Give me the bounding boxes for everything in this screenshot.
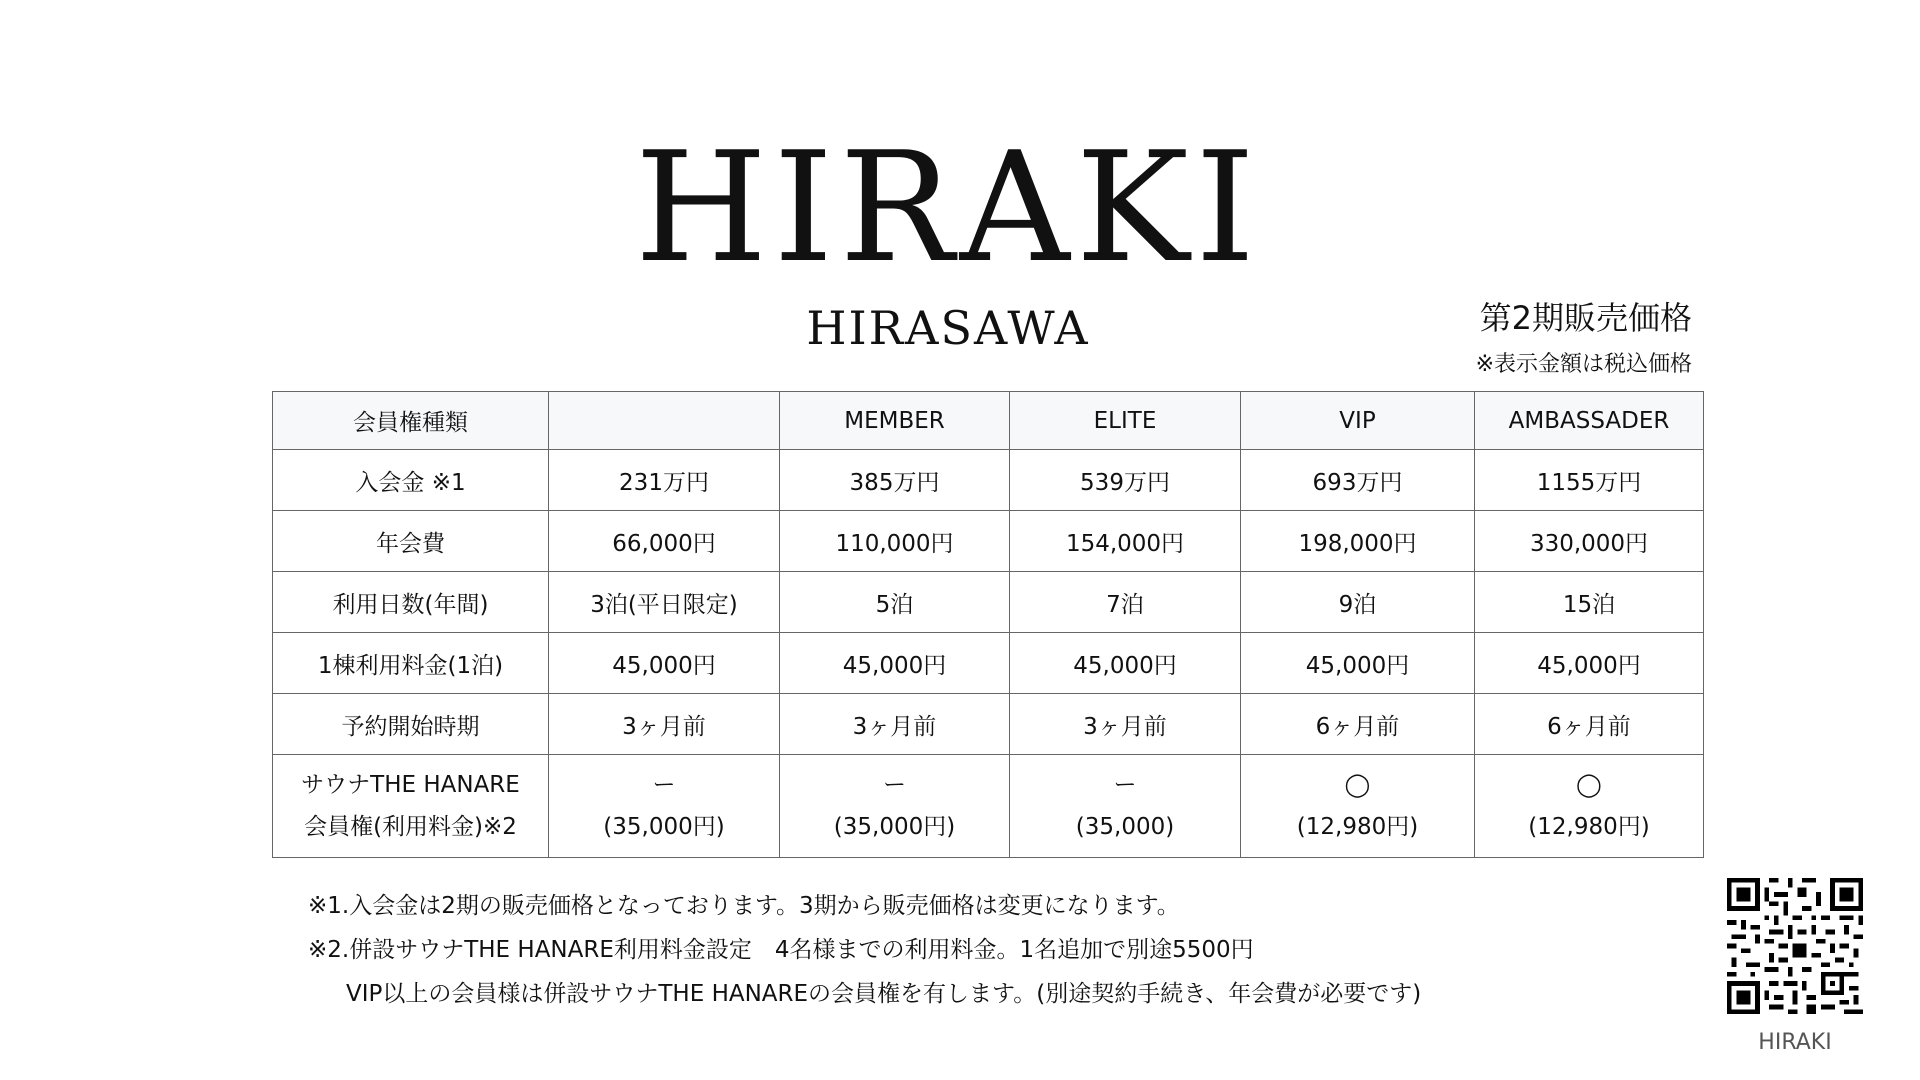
membership-pricing-table [272,391,1704,858]
table-cell: 198,000円 [1241,511,1475,572]
table-cell: 45,000円 [1010,633,1241,694]
table-row-sauna [273,755,1704,858]
table-cell: 45,000円 [549,633,780,694]
footnotes [308,884,1421,1016]
table-row [273,450,1704,511]
footnote-2-continued: VIP以上の会員様は併設サウナTHE HANAREの会員権を有します。(別途契約手続き、年会費が必要です) [346,981,1422,1007]
qr-code-label: HIRAKI [1758,1030,1832,1055]
table-cell: 330,000円 [1475,511,1704,572]
table-cell [780,755,1010,858]
table-cell: 539万円 [1010,450,1241,511]
row-label: 予約開始時期 [273,694,549,755]
table-cell: 45,000円 [1475,633,1704,694]
sauna-fee: (35,000円) [833,814,956,840]
column-header [549,392,780,450]
row-label-line: サウナTHE HANARE [301,772,520,798]
column-header: AMBASSADER [1475,392,1704,450]
column-header: VIP [1241,392,1475,450]
table-cell: 6ヶ月前 [1475,694,1704,755]
table-row [273,511,1704,572]
price-tax-note: ※表示金額は税込価格 [1475,352,1692,377]
column-header: 会員権種類 [273,392,549,450]
table-cell: 5泊 [780,572,1010,633]
brand-logo: HIRAKI [634,119,1262,296]
table-cell [1241,755,1475,858]
table-cell: 385万円 [780,450,1010,511]
table-row [273,572,1704,633]
table-cell: 66,000円 [549,511,780,572]
availability-mark: ー [652,772,676,798]
table-cell: 9泊 [1241,572,1475,633]
table-row [273,694,1704,755]
table-cell: 231万円 [549,450,780,511]
row-label: 利用日数(年間) [273,572,549,633]
table-cell: 15泊 [1475,572,1704,633]
sauna-fee: (12,980円) [1296,814,1419,840]
table-cell: 45,000円 [780,633,1010,694]
qr-code-icon[interactable] [1727,878,1863,1014]
table-cell [549,755,780,858]
table-cell: 154,000円 [1010,511,1241,572]
price-title: 第2期販売価格 [1479,299,1692,337]
availability-mark: ー [883,772,906,798]
availability-mark: ◯ [1576,772,1602,798]
table-cell [1475,755,1704,858]
sauna-fee: (12,980円) [1528,814,1650,840]
sauna-fee: (35,000円) [603,814,725,840]
column-header: ELITE [1010,392,1241,450]
table-cell: 3泊(平日限定) [549,572,780,633]
table-header-row [273,392,1704,450]
table-row [273,633,1704,694]
table-cell: 1155万円 [1475,450,1704,511]
table-cell: 693万円 [1241,450,1475,511]
table-cell: 6ヶ月前 [1241,694,1475,755]
availability-mark: ー [1113,772,1137,798]
table-cell: 3ヶ月前 [549,694,780,755]
table-cell: 7泊 [1010,572,1241,633]
column-header: MEMBER [780,392,1010,450]
row-label: 年会費 [273,511,549,572]
row-label: 入会金 ※1 [273,450,549,511]
table-cell: 45,000円 [1241,633,1475,694]
table-cell: 3ヶ月前 [780,694,1010,755]
brand-location: HIRASAWA [806,301,1090,355]
availability-mark: ◯ [1344,772,1371,798]
footnote-1: ※1.入会金は2期の販売価格となっております。3期から販売価格は変更になります。 [308,893,1180,919]
table-cell: 110,000円 [780,511,1010,572]
sauna-fee: (35,000) [1075,814,1175,840]
table-cell [1010,755,1241,858]
row-label-line: 会員権(利用料金)※2 [304,814,517,840]
row-label [273,755,549,858]
row-label: 1棟利用料金(1泊) [273,633,549,694]
table-cell: 3ヶ月前 [1010,694,1241,755]
footnote-2: ※2.併設サウナTHE HANARE利用料金設定 4名様までの利用料金。1名追加で別途5500円 [308,937,1254,963]
